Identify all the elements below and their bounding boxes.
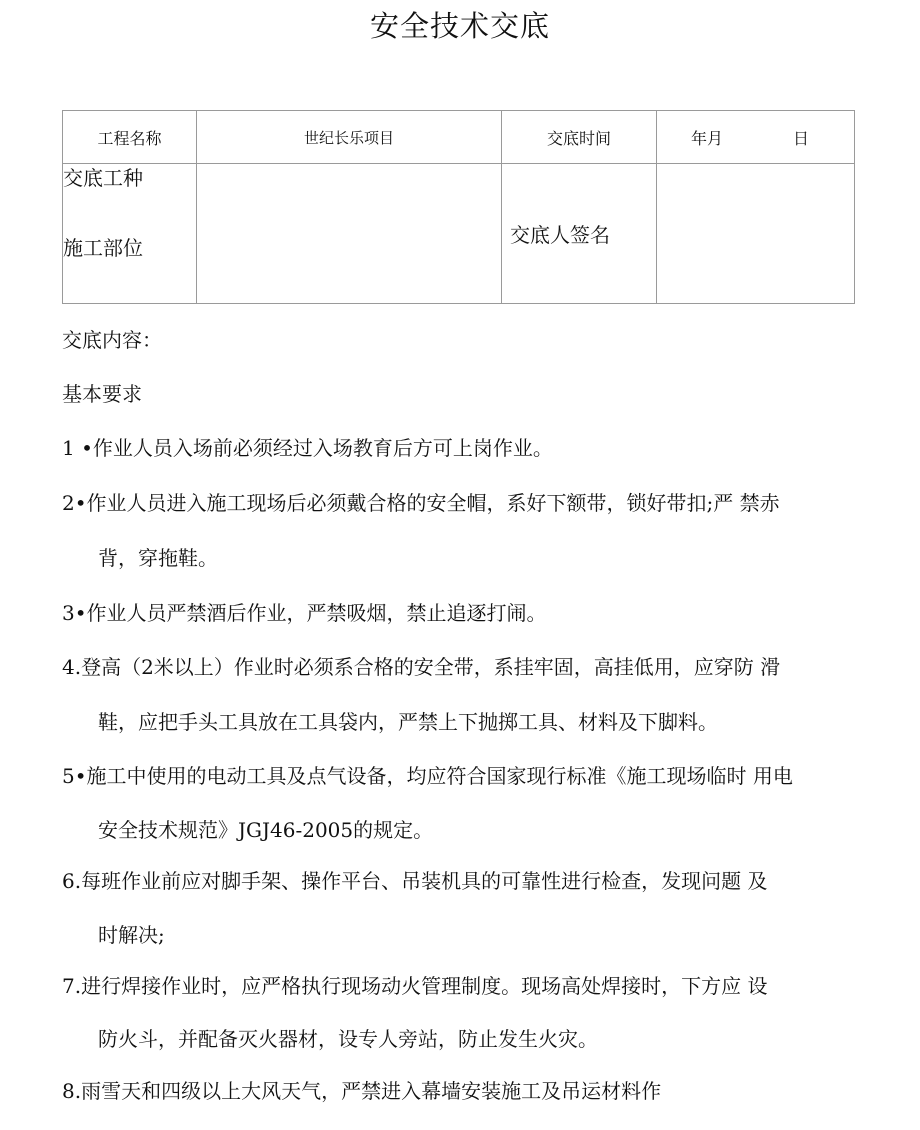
trade-location-value — [197, 164, 502, 304]
list-item: 2•作业人员进入施工现场后必须戴合格的安全帽，系好下额带，锁好带扣;严 禁赤 — [62, 491, 780, 515]
list-item: 4.登高（2米以上）作业时必须系合格的安全带，系挂牢固，高挂低用，应穿防 滑 — [62, 655, 781, 679]
list-item: 1 •作业人员入场前必须经过入场教育后方可上岗作业。 — [62, 436, 553, 460]
list-item: 8.雨雪天和四级以上大风天气，严禁进入幕墙安装施工及吊运材料作 — [62, 1079, 662, 1103]
briefing-date-cell — [657, 111, 855, 164]
list-item: 5•施工中使用的电动工具及点气设备，均应符合国家现行标准《施工现场临时 用电 — [62, 764, 793, 788]
info-table — [62, 110, 855, 304]
list-item-continuation: 背，穿拖鞋。 — [98, 546, 218, 570]
content-label: 交底内容： — [62, 328, 162, 352]
list-item: 6.每班作业前应对脚手架、操作平台、吊装机具的可靠性进行检查，发现问题 及 — [62, 869, 768, 893]
list-item: 7.进行焊接作业时，应严格执行现场动火管理制度。现场高处焊接时，下方应 设 — [62, 974, 768, 998]
info-row-2 — [63, 164, 855, 304]
project-name-value: 世纪长乐项目 — [197, 111, 502, 164]
list-item-continuation: 安全技术规范》JGJ46-2005的规定。 — [98, 818, 434, 842]
list-item-continuation: 防火斗，并配备灭火器材，设专人旁站，防止发生火灾。 — [98, 1027, 598, 1051]
section-title: 基本要求 — [62, 382, 142, 406]
date-year-month: 年月 — [691, 128, 724, 148]
trade-label: 交底工种 — [63, 166, 143, 190]
location-label: 施工部位 — [63, 236, 143, 260]
list-item: 3•作业人员严禁酒后作业，严禁吸烟，禁止追逐打闹。 — [62, 601, 547, 625]
document-title: 安全技术交底 — [369, 9, 550, 43]
info-row-1 — [63, 111, 855, 164]
list-item-continuation: 鞋，应把手头工具放在工具袋内，严禁上下抛掷工具、材料及下脚料。 — [98, 710, 718, 734]
list-item-continuation: 时解决; — [98, 923, 165, 947]
trade-location-cell — [63, 164, 197, 304]
briefing-time-label: 交底时间 — [502, 111, 657, 164]
date-day: 日 — [793, 128, 810, 148]
signer-value — [657, 164, 855, 304]
signer-label: 交底人签名 — [502, 164, 657, 304]
project-name-label: 工程名称 — [63, 111, 197, 164]
